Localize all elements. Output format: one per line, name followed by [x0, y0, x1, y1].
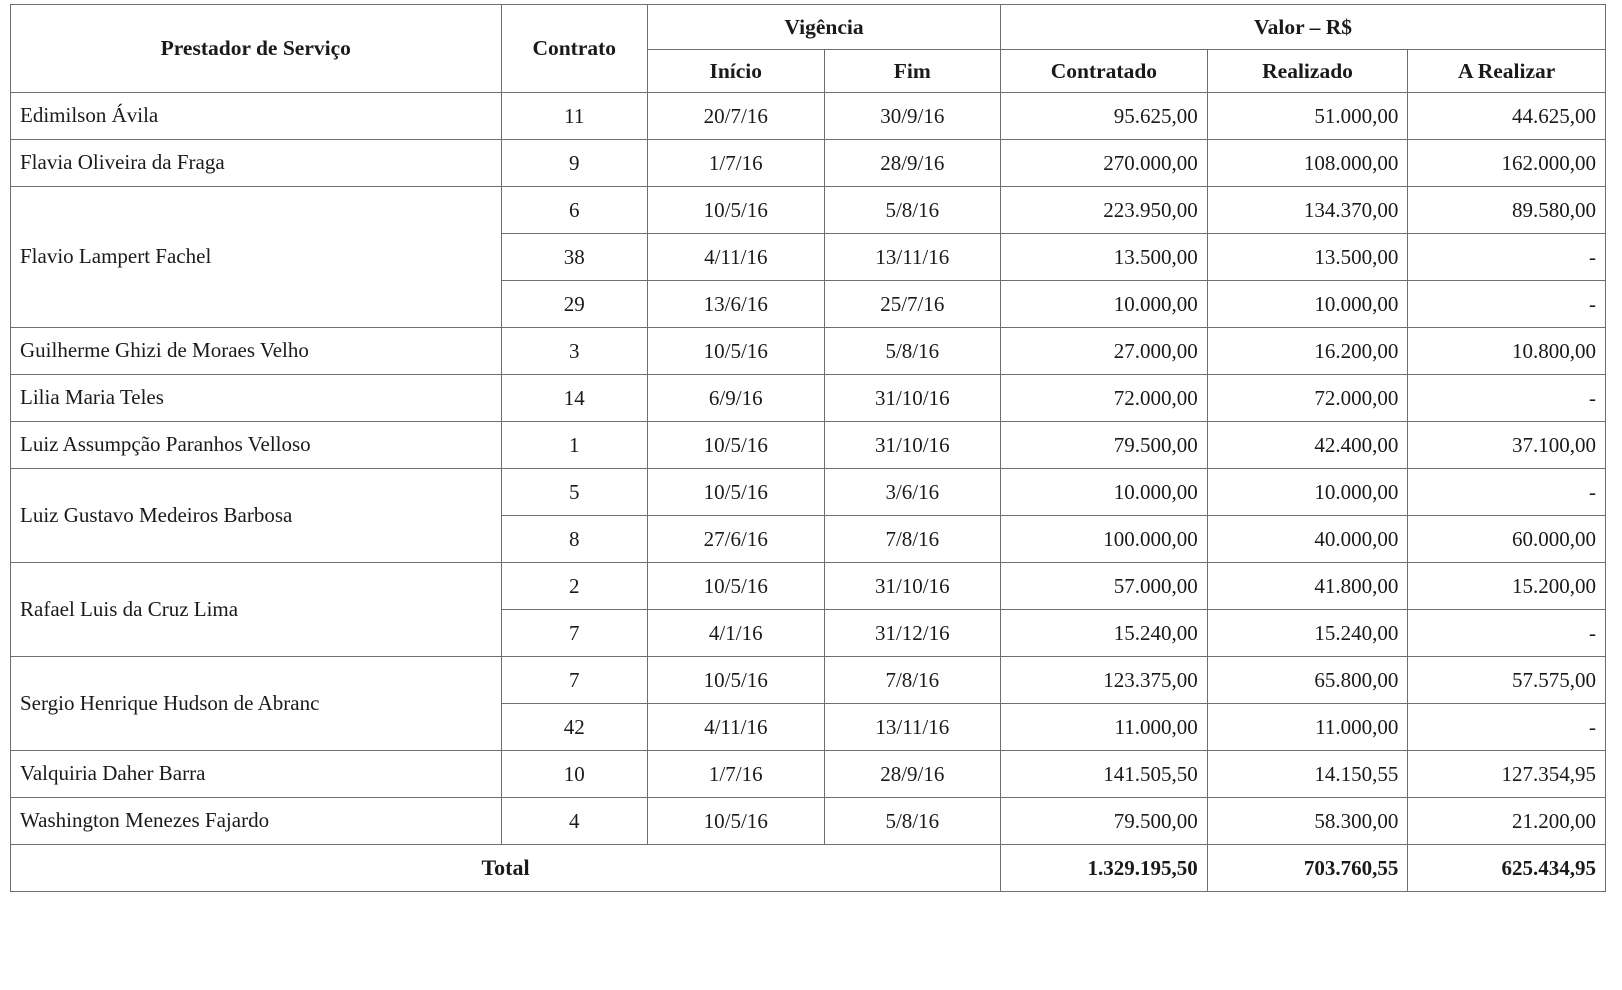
- validity-start: 10/5/16: [647, 469, 824, 516]
- table-body: [11, 93, 1606, 892]
- validity-end: 7/8/16: [824, 516, 1001, 563]
- value-done: 11.000,00: [1207, 704, 1408, 751]
- validity-start: 4/11/16: [647, 704, 824, 751]
- value-contracted: 79.500,00: [1001, 798, 1208, 845]
- value-contracted: 100.000,00: [1001, 516, 1208, 563]
- header-validity-end: Fim: [824, 50, 1001, 93]
- provider-name: Flavia Oliveira da Fraga: [11, 140, 502, 187]
- contract-number: 7: [501, 610, 647, 657]
- contract-number: 11: [501, 93, 647, 140]
- provider-name: Flavio Lampert Fachel: [11, 187, 502, 328]
- value-to-do: -: [1408, 469, 1606, 516]
- validity-start: 20/7/16: [647, 93, 824, 140]
- validity-end: 28/9/16: [824, 140, 1001, 187]
- table-row: [11, 798, 1606, 845]
- contract-number: 6: [501, 187, 647, 234]
- value-to-do: -: [1408, 610, 1606, 657]
- provider-name: Rafael Luis da Cruz Lima: [11, 563, 502, 657]
- validity-start: 10/5/16: [647, 422, 824, 469]
- contract-number: 3: [501, 328, 647, 375]
- total-label: Total: [11, 845, 1001, 892]
- validity-start: 1/7/16: [647, 751, 824, 798]
- contract-number: 2: [501, 563, 647, 610]
- value-done: 134.370,00: [1207, 187, 1408, 234]
- total-contracted: 1.329.195,50: [1001, 845, 1208, 892]
- value-contracted: 13.500,00: [1001, 234, 1208, 281]
- value-to-do: 57.575,00: [1408, 657, 1606, 704]
- value-contracted: 223.950,00: [1001, 187, 1208, 234]
- value-contracted: 27.000,00: [1001, 328, 1208, 375]
- validity-start: 13/6/16: [647, 281, 824, 328]
- value-contracted: 10.000,00: [1001, 281, 1208, 328]
- value-contracted: 57.000,00: [1001, 563, 1208, 610]
- validity-end: 13/11/16: [824, 704, 1001, 751]
- contract-number: 7: [501, 657, 647, 704]
- header-contract: Contrato: [501, 5, 647, 93]
- value-to-do: -: [1408, 234, 1606, 281]
- value-contracted: 270.000,00: [1001, 140, 1208, 187]
- validity-start: 10/5/16: [647, 328, 824, 375]
- validity-start: 27/6/16: [647, 516, 824, 563]
- contract-number: 10: [501, 751, 647, 798]
- value-done: 13.500,00: [1207, 234, 1408, 281]
- provider-name: Luiz Assumpção Paranhos Velloso: [11, 422, 502, 469]
- table-row: [11, 328, 1606, 375]
- table-row: [11, 375, 1606, 422]
- table-row: [11, 422, 1606, 469]
- table-row: [11, 563, 1606, 610]
- validity-end: 5/8/16: [824, 187, 1001, 234]
- validity-end: 13/11/16: [824, 234, 1001, 281]
- value-done: 40.000,00: [1207, 516, 1408, 563]
- value-contracted: 123.375,00: [1001, 657, 1208, 704]
- value-done: 42.400,00: [1207, 422, 1408, 469]
- value-to-do: 37.100,00: [1408, 422, 1606, 469]
- table-header: [11, 5, 1606, 93]
- value-to-do: 60.000,00: [1408, 516, 1606, 563]
- value-done: 41.800,00: [1207, 563, 1408, 610]
- contract-number: 29: [501, 281, 647, 328]
- table-row: [11, 93, 1606, 140]
- total-to-do: 625.434,95: [1408, 845, 1606, 892]
- value-contracted: 95.625,00: [1001, 93, 1208, 140]
- value-to-do: 44.625,00: [1408, 93, 1606, 140]
- value-done: 15.240,00: [1207, 610, 1408, 657]
- provider-name: Guilherme Ghizi de Moraes Velho: [11, 328, 502, 375]
- validity-end: 25/7/16: [824, 281, 1001, 328]
- value-contracted: 72.000,00: [1001, 375, 1208, 422]
- value-contracted: 10.000,00: [1001, 469, 1208, 516]
- value-done: 72.000,00: [1207, 375, 1408, 422]
- provider-name: Edimilson Ávila: [11, 93, 502, 140]
- validity-start: 10/5/16: [647, 798, 824, 845]
- validity-end: 7/8/16: [824, 657, 1001, 704]
- validity-start: 1/7/16: [647, 140, 824, 187]
- value-contracted: 79.500,00: [1001, 422, 1208, 469]
- header-provider: Prestador de Serviço: [11, 5, 502, 93]
- header-value-to-do: A Realizar: [1408, 50, 1606, 93]
- provider-name: Washington Menezes Fajardo: [11, 798, 502, 845]
- value-done: 108.000,00: [1207, 140, 1408, 187]
- header-validity-start: Início: [647, 50, 824, 93]
- value-to-do: 162.000,00: [1408, 140, 1606, 187]
- validity-start: 6/9/16: [647, 375, 824, 422]
- value-contracted: 15.240,00: [1001, 610, 1208, 657]
- validity-start: 4/1/16: [647, 610, 824, 657]
- header-validity: Vigência: [647, 5, 1000, 50]
- value-contracted: 11.000,00: [1001, 704, 1208, 751]
- contract-number: 38: [501, 234, 647, 281]
- provider-name: Valquiria Daher Barra: [11, 751, 502, 798]
- table-row: [11, 751, 1606, 798]
- header-value-contracted: Contratado: [1001, 50, 1208, 93]
- contract-number: 8: [501, 516, 647, 563]
- contract-number: 14: [501, 375, 647, 422]
- table-row: [11, 187, 1606, 234]
- validity-end: 31/10/16: [824, 375, 1001, 422]
- validity-end: 31/10/16: [824, 563, 1001, 610]
- total-row: [11, 845, 1606, 892]
- provider-name: Sergio Henrique Hudson de Abranc: [11, 657, 502, 751]
- value-contracted: 141.505,50: [1001, 751, 1208, 798]
- validity-start: 4/11/16: [647, 234, 824, 281]
- validity-end: 5/8/16: [824, 798, 1001, 845]
- value-done: 51.000,00: [1207, 93, 1408, 140]
- contract-number: 5: [501, 469, 647, 516]
- value-done: 58.300,00: [1207, 798, 1408, 845]
- value-done: 10.000,00: [1207, 469, 1408, 516]
- value-done: 65.800,00: [1207, 657, 1408, 704]
- service-providers-contracts-table: [10, 4, 1606, 892]
- value-to-do: 21.200,00: [1408, 798, 1606, 845]
- contract-number: 42: [501, 704, 647, 751]
- validity-end: 31/10/16: [824, 422, 1001, 469]
- value-done: 10.000,00: [1207, 281, 1408, 328]
- contract-number: 1: [501, 422, 647, 469]
- value-to-do: -: [1408, 704, 1606, 751]
- table-row: [11, 657, 1606, 704]
- validity-end: 30/9/16: [824, 93, 1001, 140]
- validity-start: 10/5/16: [647, 187, 824, 234]
- validity-end: 5/8/16: [824, 328, 1001, 375]
- validity-start: 10/5/16: [647, 657, 824, 704]
- validity-start: 10/5/16: [647, 563, 824, 610]
- value-to-do: 15.200,00: [1408, 563, 1606, 610]
- value-to-do: 127.354,95: [1408, 751, 1606, 798]
- value-done: 14.150,55: [1207, 751, 1408, 798]
- provider-name: Luiz Gustavo Medeiros Barbosa: [11, 469, 502, 563]
- header-value: Valor – R$: [1001, 5, 1606, 50]
- header-value-done: Realizado: [1207, 50, 1408, 93]
- value-to-do: 10.800,00: [1408, 328, 1606, 375]
- value-to-do: -: [1408, 375, 1606, 422]
- table-row: [11, 140, 1606, 187]
- provider-name: Lilia Maria Teles: [11, 375, 502, 422]
- table-row: [11, 469, 1606, 516]
- contract-number: 9: [501, 140, 647, 187]
- value-to-do: -: [1408, 281, 1606, 328]
- total-done: 703.760,55: [1207, 845, 1408, 892]
- value-done: 16.200,00: [1207, 328, 1408, 375]
- validity-end: 3/6/16: [824, 469, 1001, 516]
- validity-end: 31/12/16: [824, 610, 1001, 657]
- value-to-do: 89.580,00: [1408, 187, 1606, 234]
- validity-end: 28/9/16: [824, 751, 1001, 798]
- contract-number: 4: [501, 798, 647, 845]
